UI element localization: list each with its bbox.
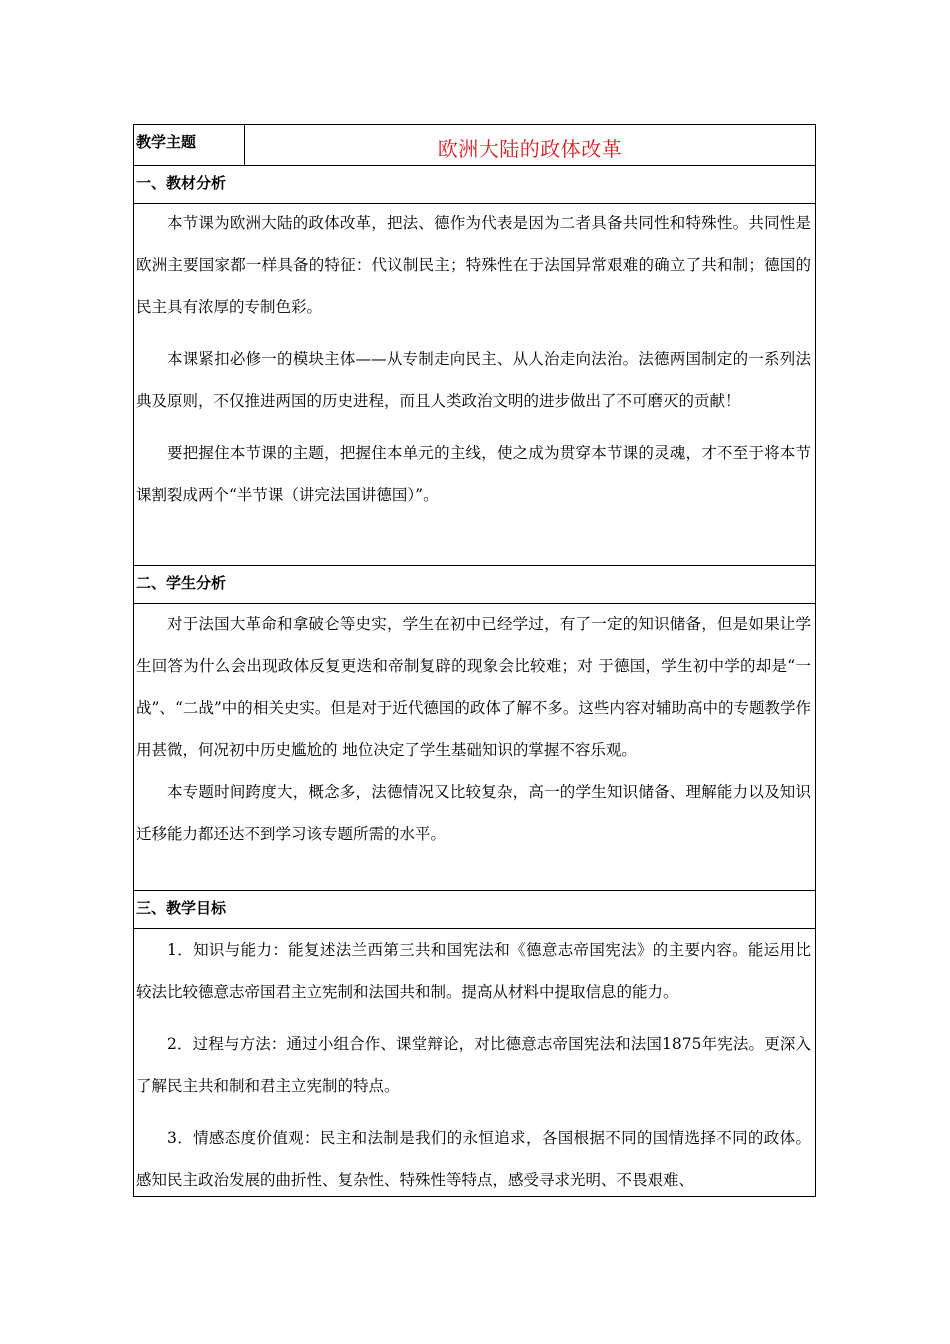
paragraph: 本专题时间跨度大，概念多，法德情况又比较复杂，高一的学生知识储备、理解能力以及知识迁移能力都还达不到学习该专题所需的水平。	[136, 783, 811, 843]
section-body	[134, 202, 815, 566]
section-heading: 二、学生分析	[134, 566, 815, 604]
lesson-plan-table	[133, 124, 816, 1197]
topic-label: 教学主题	[134, 125, 245, 165]
lesson-title: 欧洲大陆的政体改革	[437, 137, 623, 161]
paragraph: 2．过程与方法：通过小组合作、课堂辩论，对比德意志帝国宪法和法国1875年宪法。更深入了解民主共和制和君主立宪制的特点。	[136, 1035, 811, 1095]
section-body	[134, 603, 815, 891]
paragraph: 本节课为欧洲大陆的政体改革，把法、德作为代表是因为二者具备共同性和特殊性。共同性是欧洲主要国家都一样具备的特征：代议制民主；特殊性在于法国异常艰难的确立了共和制；德国的民主具有浓厚的专制色彩。	[136, 214, 811, 316]
paragraph: 对于法国大革命和拿破仑等史实，学生在初中已经学过，有了一定的知识储备，但是如果让学生回答为什么会出现政体反复更迭和帝制复辟的现象会比较难；对 于德国，学生初中学的却是“一战”、“二战”中的相关史实。但是对于近代德国的政体了解不多。这些内容对辅助高中的专题教学作用甚微，何况初中历史尴尬的 地位决定了学生基础知识的掌握不容乐观。	[136, 615, 811, 759]
paragraph: 要把握住本节课的主题，把握住本单元的主线，使之成为贯穿本节课的灵魂，才不至于将本节课割裂成两个“半节课（讲完法国讲德国）”。	[136, 444, 811, 504]
section-body	[134, 929, 815, 1197]
paragraph: 本课紧扣必修一的模块主体——从专制走向民主、从人治走向法治。法德两国制定的一系列法典及原则，不仅推进两国的历史进程，而且人类政治文明的进步做出了不可磨灭的贡献！	[136, 350, 811, 410]
paragraph: 3．情感态度价值观：民主和法制是我们的永恒追求，各国根据不同的国情选择不同的政体。感知民主政治发展的曲折性、复杂性、特殊性等特点，感受寻求光明、不畏艰难、	[136, 1129, 811, 1189]
section-heading: 一、教材分析	[134, 166, 815, 204]
paragraph: 1．知识与能力：能复述法兰西第三共和国宪法和《德意志帝国宪法》的主要内容。能运用比较法比较德意志帝国君主立宪制和法国共和制。提高从材料中提取信息的能力。	[136, 941, 811, 1001]
title-row	[134, 125, 815, 166]
section-heading: 三、教学目标	[134, 891, 815, 929]
